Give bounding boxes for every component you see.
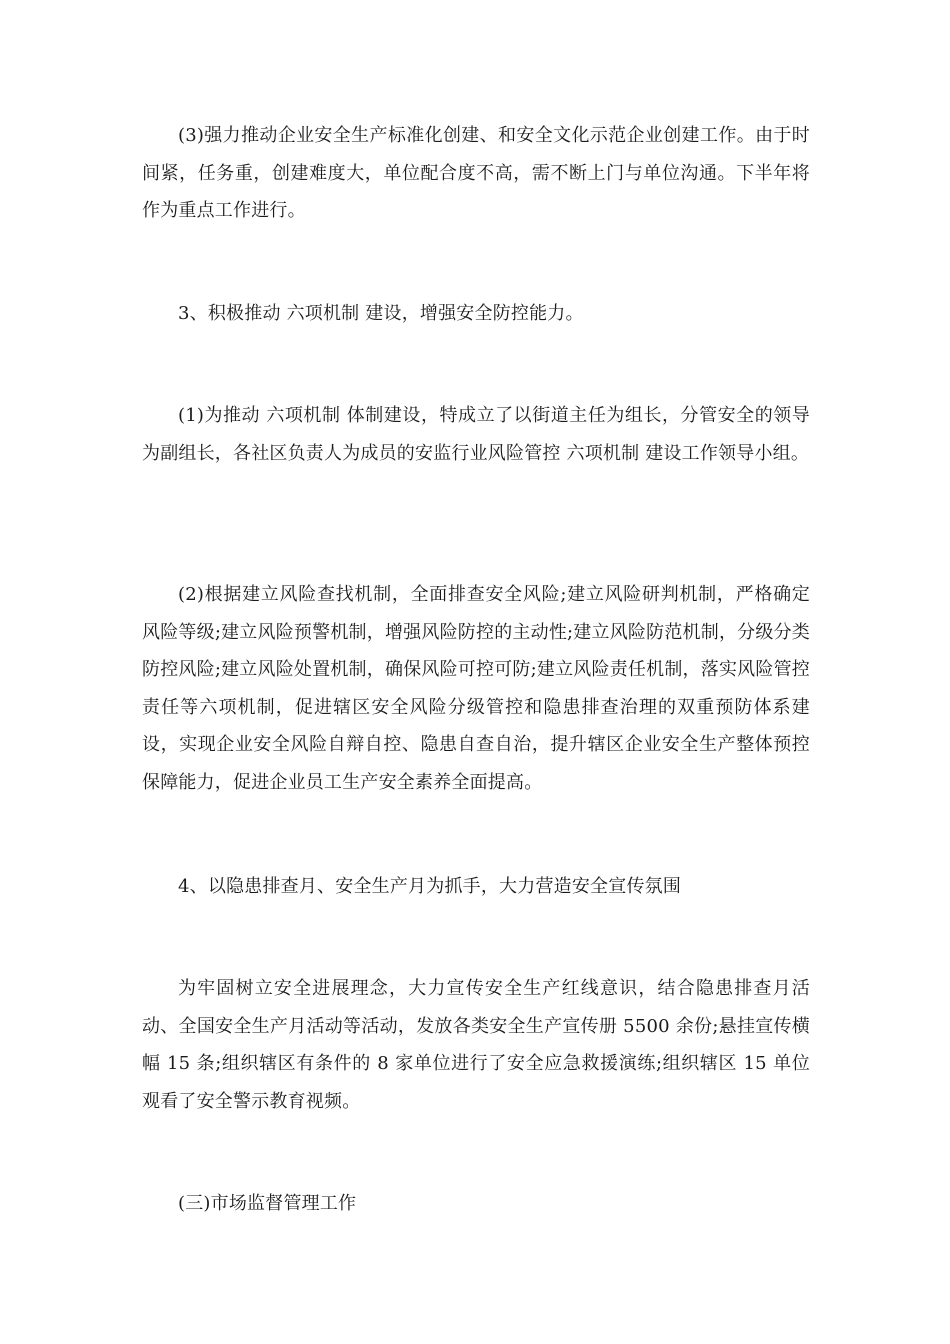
section-heading-market-supervision: (三)市场监督管理工作 (178, 1193, 357, 1214)
paragraph-safety-publicity: 为牢固树立安全进展理念，大力宣传安全生产红线意识，结合隐患排查月活动、全国安全生产月活动等活动，发放各类安全生产宣传册 5500 余份;悬挂宣传横幅 15 条;组织辖区有条件的 8 家单位进行了安全应急救援演练;组织辖区 15 单位观看了安全警示教育视频。 (142, 978, 810, 1112)
section-heading-safety-month: 4、以隐患排查月、安全生产月为抓手，大力营造安全宣传氛围 (178, 876, 682, 897)
section-heading-six-mechanisms: 3、积极推动 六项机制 建设，增强安全防控能力。 (178, 303, 584, 324)
paragraph-risk-mechanisms: (2)根据建立风险查找机制，全面排查安全风险;建立风险研判机制，严格确定风险等级;建立风险预警机制，增强风险防控的主动性;建立风险防范机制，分级分类防控风险;建立风险处置机制，确保风险可控可防;建立风险责任机制，落实风险管控责任等六项机制，促进辖区安全风险分级管控和隐患排查治理的双重预防体系建设，实现企业安全风险自辩自控、隐患自查自治，提升辖区企业安全生产整体预控保障能力，促进企业员工生产安全素养全面提高。 (142, 584, 810, 793)
paragraph-standardization: (3)强力推动企业安全生产标准化创建、和安全文化示范企业创建工作。由于时间紧，任务重，创建难度大，单位配合度不高，需不断上门与单位沟通。下半年将作为重点工作进行。 (142, 125, 810, 221)
paragraph-leadership-group: (1)为推动 六项机制 体制建设，特成立了以街道主任为组长，分管安全的领导为副组长，各社区负责人为成员的安监行业风险管控 六项机制 建设工作领导小组。 (142, 405, 810, 464)
